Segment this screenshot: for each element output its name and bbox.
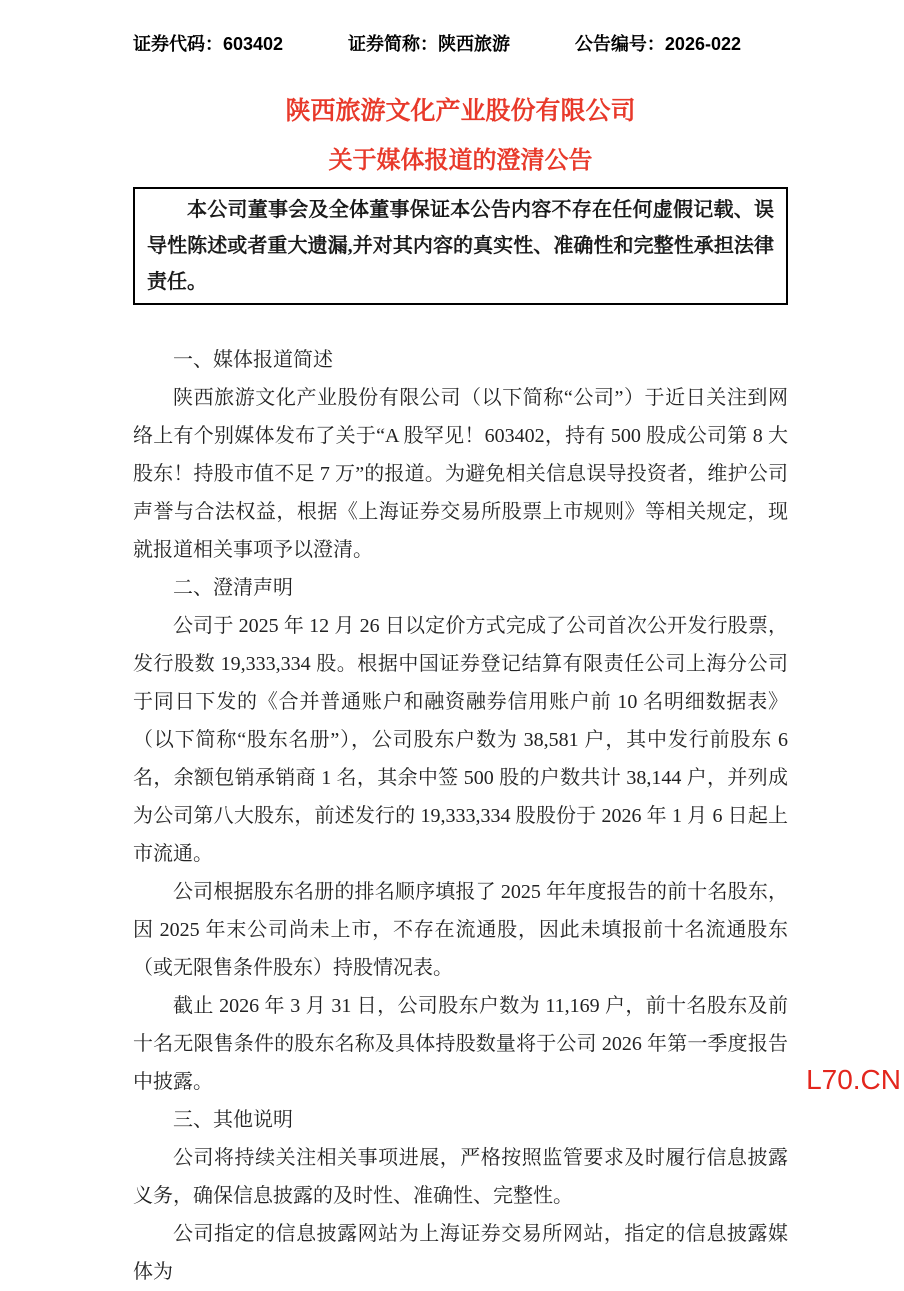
paragraph: 公司于 2025 年 12 月 26 日以定价方式完成了公司首次公开发行股票，发行股数 19,333,334 股。根据中国证券登记结算有限责任公司上海分公司于同日下发的《合并普通账户和融资融券信用账户前 10 名明细数据表》（以下简称“股东名册”），公司股东户数为 38,581 户，其中发行前股东 6 名，余额包销承销商 1 名，其余中签 500 股的户数共计 38,144 户，并列成为公司第八大股东，前述发行的 19,333,334 股股份于 2026 年 1 月 6 日起上市流通。 <box>133 615 788 865</box>
stock-code-value: 603402 <box>223 34 284 54</box>
announcement-number-value: 2026-022 <box>664 34 741 54</box>
watermark: L70.CN <box>806 1064 901 1095</box>
paragraph: 公司将持续关注相关事项进展，严格按照监管要求及时履行信息披露义务，确保信息披露的及时性、准确性、完整性。 <box>133 1147 788 1207</box>
stock-name-value: 陕西旅游 <box>438 34 510 54</box>
announcement-title: 关于媒体报道的澄清公告 <box>328 147 593 174</box>
disclaimer-text: 本公司董事会及全体董事保证本公告内容不存在任何虚假记载、误导性陈述或者重大遗漏,并对其内容的真实性、准确性和完整性承担法律责任。 <box>147 199 774 293</box>
stock-code <box>133 30 283 56</box>
section-heading: 三、其他说明 <box>173 1109 293 1131</box>
paragraph: 公司根据股东名册的排名顺序填报了 2025 年年度报告的前十名股东，因 2025 年末公司尚未上市，不存在流通股，因此未填报前十名流通股东（或无限售条件股东）持股情况表。 <box>133 881 788 979</box>
paragraph: 陕西旅游文化产业股份有限公司（以下简称“公司”）于近日关注到网络上有个别媒体发布了关于“A 股罕见！603402，持有 500 股成公司第 8 大股东！持股市值不足 7 万”的报道。为避免相关信息误导投资者，维护公司声誉与合法权益，根据《上海证券交易所股票上市规则》等相关规定，现就报道相关事项予以澄清。 <box>133 387 788 561</box>
announcement-number <box>575 30 741 56</box>
doc-header <box>133 30 741 56</box>
content-column <box>133 0 788 1291</box>
section-heading: 二、澄清声明 <box>173 577 293 599</box>
company-title: 陕西旅游文化产业股份有限公司 <box>285 97 636 125</box>
disclaimer-box <box>133 187 788 305</box>
stock-name-label: 证券简称： <box>348 34 438 54</box>
stock-name <box>348 30 510 56</box>
paragraph: 截止 2026 年 3 月 31 日，公司股东户数为 11,169 户，前十名股东及前十名无限售条件的股东名称及具体持股数量将于公司 2026 年第一季度报告中披露。 <box>133 995 788 1093</box>
stock-code-label: 证券代码： <box>133 34 223 54</box>
section-heading: 一、媒体报道简述 <box>173 349 333 371</box>
paragraph: 公司指定的信息披露网站为上海证券交易所网站，指定的信息披露媒体为 <box>133 1223 788 1283</box>
document-body <box>133 341 788 1291</box>
announcement-number-label: 公告编号： <box>574 34 665 54</box>
